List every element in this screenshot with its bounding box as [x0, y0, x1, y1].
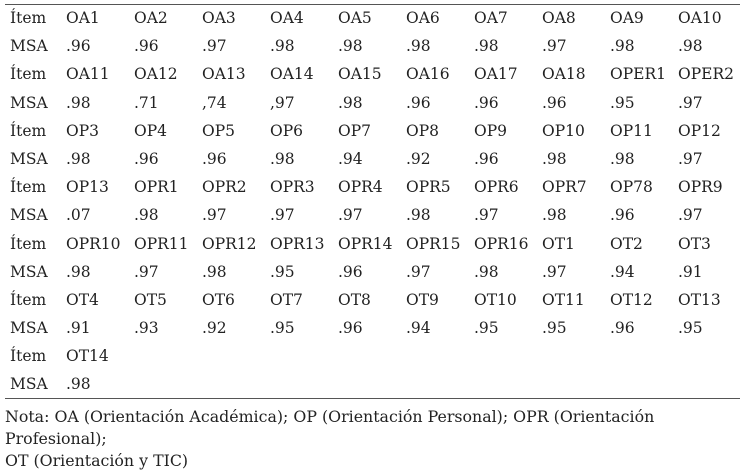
- table-cell: OP8: [406, 121, 439, 140]
- table-cell: .97: [270, 206, 295, 225]
- table-cell: OPR3: [270, 178, 315, 197]
- table-cell: [270, 342, 338, 370]
- table-cell: .97: [202, 206, 227, 225]
- table-cell: OPR14: [338, 234, 393, 253]
- table-cell: [134, 342, 202, 370]
- table-cell: .96: [134, 37, 159, 56]
- table-cell: OT2: [610, 234, 643, 253]
- table-cell: .97: [678, 206, 703, 225]
- table-cell: [610, 370, 678, 398]
- table-cell: .97: [542, 37, 567, 56]
- table-cell: .95: [542, 319, 567, 338]
- table-cell: [474, 342, 542, 370]
- table-cell: OP12: [678, 121, 721, 140]
- table-cell: OP3: [66, 121, 99, 140]
- table-cell: OPR7: [542, 178, 587, 197]
- table-cell: .97: [338, 206, 363, 225]
- table-cell: OA18: [542, 65, 586, 84]
- table-cell: OA16: [406, 65, 450, 84]
- row-header-cell: Ítem: [10, 121, 47, 140]
- table-cell: .96: [202, 149, 227, 168]
- table-cell: [542, 370, 610, 398]
- table-cell: .98: [66, 93, 91, 112]
- table-cell: .96: [474, 93, 499, 112]
- table-cell: .96: [338, 319, 363, 338]
- table-cell: OPR10: [66, 234, 121, 253]
- table-cell: .96: [406, 93, 431, 112]
- table-cell: [338, 370, 406, 398]
- table-cell: OT4: [66, 290, 99, 309]
- table-cell: OT14: [66, 347, 109, 366]
- table-note: [5, 406, 741, 472]
- table-cell: [270, 370, 338, 398]
- table-cell: .91: [66, 319, 91, 338]
- table-cell: .94: [338, 149, 363, 168]
- table-cell: OPER2: [678, 65, 734, 84]
- table-cell: OPR12: [202, 234, 257, 253]
- table-cell: .98: [406, 206, 431, 225]
- table-cell: .97: [406, 262, 431, 281]
- table-cell: [406, 370, 474, 398]
- table-cell: OA17: [474, 65, 518, 84]
- table-cell: OP13: [66, 178, 109, 197]
- table-cell: OA2: [134, 9, 168, 27]
- table-cell: OPR11: [134, 234, 189, 253]
- table-cell: .95: [270, 319, 295, 338]
- table-cell: OPR9: [678, 178, 723, 197]
- table-cell: .96: [610, 319, 635, 338]
- table-cell: OT8: [338, 290, 371, 309]
- table-cell: .97: [202, 37, 227, 56]
- table-cell: OPR15: [406, 234, 461, 253]
- table-cell: .98: [66, 375, 91, 394]
- table-cell: .96: [474, 149, 499, 168]
- table-cell: .97: [678, 149, 703, 168]
- table-cell: [338, 342, 406, 370]
- table-cell: OT9: [406, 290, 439, 309]
- table-cell: [542, 342, 610, 370]
- table-cell: [678, 370, 746, 398]
- table-cell: [406, 342, 474, 370]
- row-header-cell: MSA: [10, 149, 48, 168]
- table-cell: [134, 370, 202, 398]
- table-cell: OT5: [134, 290, 167, 309]
- table-cell: .98: [202, 262, 227, 281]
- table-cell: ,97: [270, 93, 295, 112]
- row-header-cell: Ítem: [10, 178, 47, 197]
- table-cell: .97: [134, 262, 159, 281]
- table-cell: OA12: [134, 65, 178, 84]
- table-cell: .96: [66, 37, 91, 56]
- table-cell: .98: [542, 149, 567, 168]
- table-cell: OA9: [610, 9, 644, 27]
- table-cell: OA1: [66, 9, 100, 27]
- table-cell: .98: [678, 37, 703, 56]
- table-cell: .98: [542, 206, 567, 225]
- table-cell: .98: [66, 262, 91, 281]
- table-cell: .92: [406, 149, 431, 168]
- row-header-cell: Ítem: [10, 65, 47, 84]
- note-line-1: Nota: OA (Orientación Académica); OP (Orientación Personal); OPR (Orientación Profesional);: [5, 407, 655, 448]
- table-cell: OPR4: [338, 178, 383, 197]
- table-cell: .95: [610, 93, 635, 112]
- table-cell: OP78: [610, 178, 653, 197]
- table-cell: OA15: [338, 65, 382, 84]
- table-cell: OA3: [202, 9, 236, 27]
- table-cell: [610, 342, 678, 370]
- table-cell: [678, 342, 746, 370]
- table-cell: OT10: [474, 290, 517, 309]
- table-cell: OA11: [66, 65, 110, 84]
- table-cell: ,74: [202, 93, 227, 112]
- table-cell: OPR2: [202, 178, 247, 197]
- table-cell: .95: [474, 319, 499, 338]
- table-cell: OA13: [202, 65, 246, 84]
- table-cell: OT6: [202, 290, 235, 309]
- table-cell: OP5: [202, 121, 235, 140]
- table-cell: OA7: [474, 9, 508, 27]
- table-cell: OP10: [542, 121, 585, 140]
- table-cell: .98: [338, 37, 363, 56]
- table-cell: .97: [678, 93, 703, 112]
- table-cell: .92: [202, 319, 227, 338]
- msa-table: [10, 4, 746, 399]
- table-cell: .98: [270, 37, 295, 56]
- row-header-cell: Ítem: [10, 290, 47, 309]
- table-cell: OPR6: [474, 178, 519, 197]
- table-cell: .96: [338, 262, 363, 281]
- table-cell: OT1: [542, 234, 575, 253]
- table-cell: OPR16: [474, 234, 529, 253]
- table-cell: .98: [270, 149, 295, 168]
- table-cell: OT3: [678, 234, 711, 253]
- note-line-2: OT (Orientación y TIC): [5, 451, 189, 470]
- table-cell: OA6: [406, 9, 440, 27]
- table-cell: .91: [678, 262, 703, 281]
- table-cell: OT13: [678, 290, 721, 309]
- table-cell: .98: [66, 149, 91, 168]
- table-cell: OP4: [134, 121, 167, 140]
- table-cell: OPER1: [610, 65, 666, 84]
- table-cell: .98: [610, 149, 635, 168]
- row-header-cell: MSA: [10, 37, 48, 56]
- row-header-cell: MSA: [10, 262, 48, 281]
- table-cell: [202, 370, 270, 398]
- table-cell: .96: [542, 93, 567, 112]
- table-cell: [202, 342, 270, 370]
- table-cell: .97: [542, 262, 567, 281]
- row-header-cell: Ítem: [10, 234, 47, 253]
- table-cell: OT11: [542, 290, 585, 309]
- table-cell: OT12: [610, 290, 653, 309]
- table-cell: OA8: [542, 9, 576, 27]
- table-cell: OPR13: [270, 234, 325, 253]
- row-header-cell: MSA: [10, 206, 48, 225]
- row-header-cell: MSA: [10, 319, 48, 338]
- row-header-cell: Ítem: [10, 347, 47, 366]
- table-cell: .94: [610, 262, 635, 281]
- table-cell: .98: [474, 262, 499, 281]
- table-cell: OA14: [270, 65, 314, 84]
- table-cell: .98: [474, 37, 499, 56]
- table-cell: OPR1: [134, 178, 179, 197]
- table-cell: .95: [270, 262, 295, 281]
- table-cell: .07: [66, 206, 91, 225]
- table-cell: .96: [610, 206, 635, 225]
- table-cell: .94: [406, 319, 431, 338]
- row-header-cell: Ítem: [10, 9, 47, 27]
- table-cell: .98: [610, 37, 635, 56]
- table-cell: .93: [134, 319, 159, 338]
- table-cell: .98: [338, 93, 363, 112]
- table-cell: OA5: [338, 9, 372, 27]
- table-cell: OP9: [474, 121, 507, 140]
- table-cell: .95: [678, 319, 703, 338]
- table-cell: OP7: [338, 121, 371, 140]
- table-cell: OP11: [610, 121, 653, 140]
- table-cell: OPR5: [406, 178, 451, 197]
- table-cell: .96: [134, 149, 159, 168]
- table-cell: [474, 370, 542, 398]
- table-cell: .97: [474, 206, 499, 225]
- table-cell: OA4: [270, 9, 304, 27]
- table-cell: OP6: [270, 121, 303, 140]
- row-header-cell: MSA: [10, 93, 48, 112]
- row-header-cell: MSA: [10, 375, 48, 394]
- table-cell: OA10: [678, 9, 722, 27]
- table-cell: .98: [406, 37, 431, 56]
- table-bottom-rule: [5, 398, 740, 399]
- table-cell: .71: [134, 93, 159, 112]
- table-cell: .98: [134, 206, 159, 225]
- table-cell: OT7: [270, 290, 303, 309]
